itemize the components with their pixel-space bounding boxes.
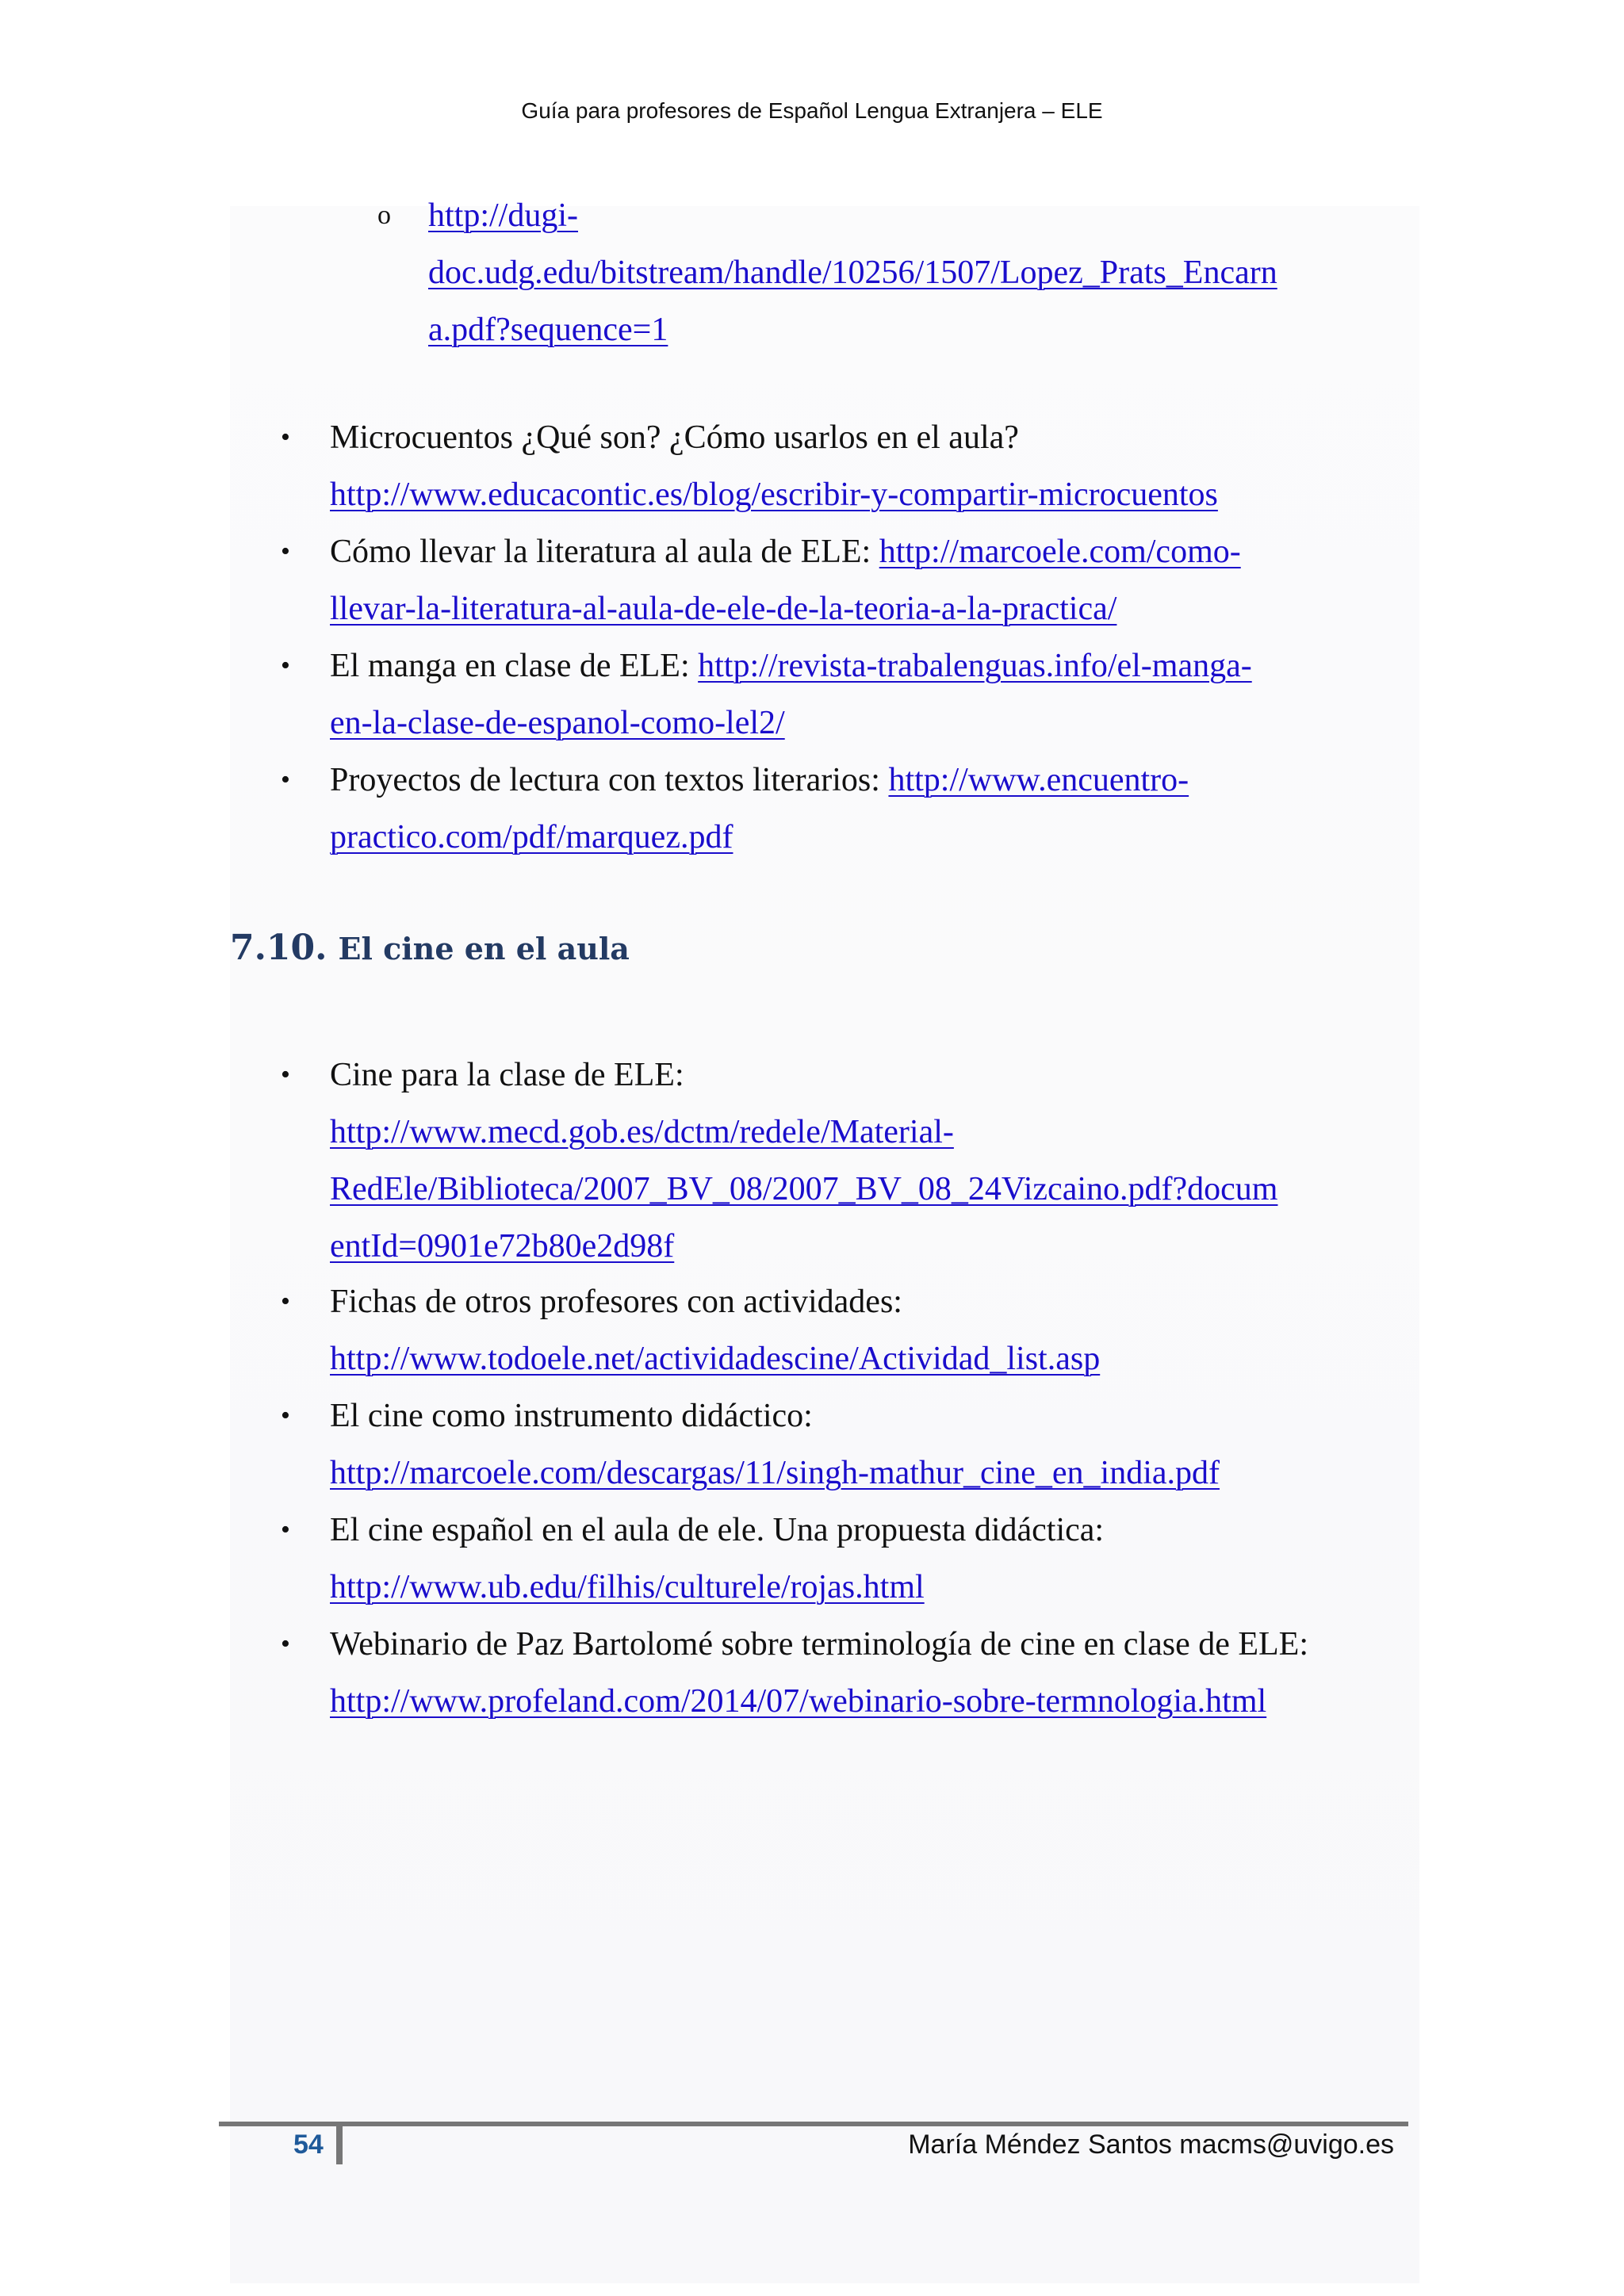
item-text: Webinario de Paz Bartolomé sobre terminología de cine en clase de ELE: (330, 1626, 1308, 1663)
circle-bullet: o (377, 201, 391, 230)
section-heading (230, 928, 630, 968)
intro-link-item (377, 187, 1400, 358)
list-item (281, 752, 1415, 866)
link-line[interactable]: doc.udg.edu/bitstream/handle/10256/1507/Lopez_Prats_Encarn (428, 254, 1277, 291)
resource-link[interactable]: http://www.mecd.gob.es/dctm/redele/Material- (330, 1114, 954, 1150)
bullet-icon: • (281, 1060, 290, 1089)
bullet-icon: • (281, 1401, 290, 1430)
list-item (281, 1502, 1415, 1616)
section-title: El cine en el aula (338, 931, 630, 966)
item-text: El cine como instrumento didáctico: (330, 1398, 813, 1434)
resource-link[interactable]: en-la-clase-de-espanol-como-lel2/ (330, 705, 785, 741)
resource-link[interactable]: http://www.ub.edu/filhis/culturele/rojas.html (330, 1569, 925, 1605)
bullet-icon: • (281, 1287, 290, 1316)
list-item (281, 523, 1415, 637)
list-item (281, 1387, 1415, 1502)
item-text: El cine español en el aula de ele. Una propuesta didáctica: (330, 1512, 1105, 1548)
resource-link[interactable]: http://www.todoele.net/actividadescine/Actividad_list.asp (330, 1341, 1101, 1377)
list-item (281, 1616, 1415, 1730)
bullet-icon: • (281, 537, 290, 566)
resource-link[interactable]: practico.com/pdf/marquez.pdf (330, 819, 733, 855)
resource-link[interactable]: RedEle/Biblioteca/2007_BV_08/2007_BV_08_24Vizcaino.pdf?docum (330, 1171, 1278, 1207)
bullet-icon: • (281, 1515, 290, 1544)
link-line[interactable]: a.pdf?sequence=1 (428, 312, 668, 348)
bullet-icon: • (281, 1629, 290, 1659)
item-text: El manga en clase de ELE: (330, 648, 699, 684)
running-header: Guía para profesores de Español Lengua Extranjera – ELE (521, 98, 1103, 123)
bullet-icon: • (281, 423, 290, 452)
resource-link[interactable]: http://www.encuentro- (888, 762, 1189, 798)
item-text: Microcuentos ¿Qué son? ¿Cómo usarlos en el aula? (330, 419, 1019, 456)
item-text: Cómo llevar la literatura al aula de ELE: (330, 534, 879, 570)
bullet-icon: • (281, 765, 290, 794)
item-text: Fichas de otros profesores con actividades: (330, 1284, 902, 1320)
resource-link[interactable]: http://revista-trabalenguas.info/el-manga- (698, 648, 1252, 684)
resource-link[interactable]: http://www.educacontic.es/blog/escribir-y-compartir-microcuentos (330, 476, 1218, 513)
resource-link[interactable]: http://www.profeland.com/2014/07/webinario-sobre-termnologia.html (330, 1683, 1267, 1720)
footer-rule (219, 2122, 1408, 2126)
list-item (281, 1047, 1415, 1275)
resource-link[interactable]: entId=0901e72b80e2d98f (330, 1228, 675, 1265)
list-item (281, 637, 1415, 752)
item-text: Cine para la clase de ELE: (330, 1057, 684, 1093)
footer-divider (336, 2126, 343, 2164)
resource-link[interactable]: llevar-la-literatura-al-aula-de-ele-de-la-teoria-a-la-practica/ (330, 591, 1117, 627)
link-line[interactable]: http://dugi- (428, 197, 578, 234)
item-text: Proyectos de lectura con textos literarios: (330, 762, 889, 798)
bullet-icon: • (281, 651, 290, 680)
resource-link[interactable]: http://marcoele.com/descargas/11/singh-mathur_cine_en_india.pdf (330, 1455, 1220, 1491)
list-item (281, 1273, 1415, 1387)
list-item (281, 409, 1415, 523)
author-contact: María Méndez Santos macms@uvigo.es (908, 2130, 1394, 2160)
page-number: 54 (293, 2130, 324, 2160)
resource-link[interactable]: http://marcoele.com/como- (879, 534, 1241, 570)
section-number: 7.10. (230, 928, 327, 968)
